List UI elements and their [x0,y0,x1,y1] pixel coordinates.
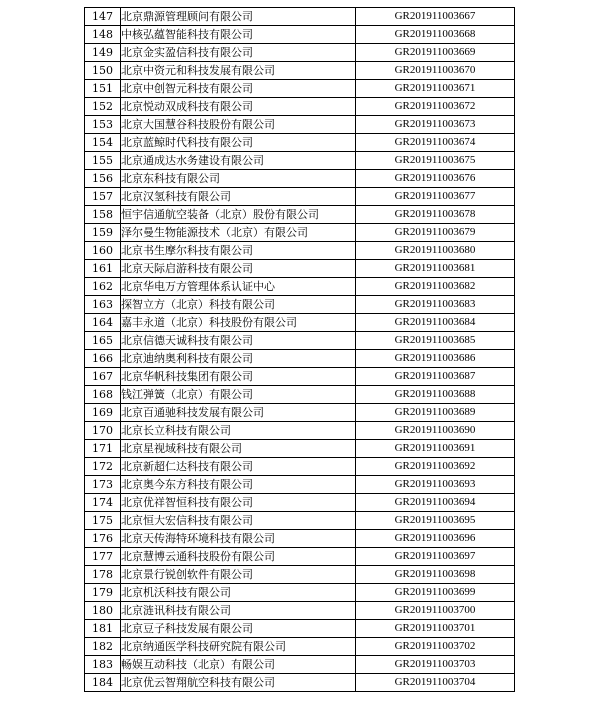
row-number-cell: 157 [85,188,121,206]
row-number-cell: 154 [85,134,121,152]
certificate-number-cell: GR201911003699 [356,584,515,602]
row-number-cell: 150 [85,62,121,80]
table-row [85,224,515,242]
table-row [85,116,515,134]
row-number-cell: 156 [85,170,121,188]
row-number-cell: 171 [85,440,121,458]
company-name-cell: 北京优祥智恒科技有限公司 [121,494,356,512]
row-number-cell: 148 [85,26,121,44]
certificate-number-cell: GR201911003701 [356,620,515,638]
row-number-cell: 177 [85,548,121,566]
certificate-number-cell: GR201911003675 [356,152,515,170]
table-row [85,638,515,656]
table-row [85,386,515,404]
certificate-number-cell: GR201911003673 [356,116,515,134]
row-number-cell: 166 [85,350,121,368]
company-name-cell: 北京机沃科技有限公司 [121,584,356,602]
company-name-cell: 北京豆子科技发展有限公司 [121,620,356,638]
row-number-cell: 174 [85,494,121,512]
company-name-cell: 北京天传海特环境科技有限公司 [121,530,356,548]
company-name-cell: 北京通成达水务建设有限公司 [121,152,356,170]
company-name-cell: 北京中创智元科技有限公司 [121,80,356,98]
company-name-cell: 北京慧博云通科技股份有限公司 [121,548,356,566]
company-name-cell: 嘉丰永道（北京）科技股份有限公司 [121,314,356,332]
company-name-cell: 北京鼎源管理顾问有限公司 [121,8,356,26]
certificate-number-cell: GR201911003678 [356,206,515,224]
company-name-cell: 北京信德天诚科技有限公司 [121,332,356,350]
row-number-cell: 161 [85,260,121,278]
company-name-cell: 北京星视域科技有限公司 [121,440,356,458]
table-row [85,134,515,152]
company-name-cell: 北京汉氢科技有限公司 [121,188,356,206]
company-name-cell: 北京恒大宏信科技有限公司 [121,512,356,530]
company-name-cell: 北京华帆科技集团有限公司 [121,368,356,386]
certificate-number-cell: GR201911003690 [356,422,515,440]
company-name-cell: 北京大国慧谷科技股份有限公司 [121,116,356,134]
company-name-cell: 北京书生摩尔科技有限公司 [121,242,356,260]
table-row [85,656,515,674]
table-row [85,332,515,350]
table-row [85,620,515,638]
certificate-number-cell: GR201911003686 [356,350,515,368]
row-number-cell: 160 [85,242,121,260]
row-number-cell: 158 [85,206,121,224]
table-row [85,314,515,332]
certificate-number-cell: GR201911003697 [356,548,515,566]
table-row [85,584,515,602]
certificate-number-cell: GR201911003691 [356,440,515,458]
table-row [85,98,515,116]
table-row [85,26,515,44]
certificate-number-cell: GR201911003679 [356,224,515,242]
company-name-cell: 北京新超仁达科技有限公司 [121,458,356,476]
certificate-number-cell: GR201911003687 [356,368,515,386]
table-row [85,350,515,368]
table-row [85,170,515,188]
row-number-cell: 165 [85,332,121,350]
table-body [85,8,515,692]
company-name-cell: 北京优云智翔航空科技有限公司 [121,674,356,692]
certificate-number-cell: GR201911003676 [356,170,515,188]
table-row [85,566,515,584]
company-name-cell: 北京悦动双成科技有限公司 [121,98,356,116]
certificate-number-cell: GR201911003672 [356,98,515,116]
certificate-number-cell: GR201911003685 [356,332,515,350]
row-number-cell: 169 [85,404,121,422]
certificate-number-cell: GR201911003698 [356,566,515,584]
table-row [85,8,515,26]
table-row [85,62,515,80]
row-number-cell: 155 [85,152,121,170]
row-number-cell: 175 [85,512,121,530]
row-number-cell: 183 [85,656,121,674]
table-row [85,152,515,170]
company-name-cell: 北京东科技有限公司 [121,170,356,188]
company-name-cell: 北京蓝鲸时代科技有限公司 [121,134,356,152]
certificate-number-cell: GR201911003700 [356,602,515,620]
table-row [85,44,515,62]
company-name-cell: 探智立方（北京）科技有限公司 [121,296,356,314]
table-row [85,242,515,260]
company-name-cell: 北京金实盈信科技有限公司 [121,44,356,62]
certificate-number-cell: GR201911003683 [356,296,515,314]
company-name-cell: 北京长立科技有限公司 [121,422,356,440]
row-number-cell: 180 [85,602,121,620]
certificate-number-cell: GR201911003670 [356,62,515,80]
table-row [85,296,515,314]
row-number-cell: 173 [85,476,121,494]
certificate-number-cell: GR201911003677 [356,188,515,206]
certificate-number-cell: GR201911003684 [356,314,515,332]
company-name-cell: 钱江弹簧（北京）有限公司 [121,386,356,404]
table-row [85,260,515,278]
company-name-cell: 泽尔曼生物能源技术（北京）有限公司 [121,224,356,242]
certificate-number-cell: GR201911003702 [356,638,515,656]
certificate-number-cell: GR201911003704 [356,674,515,692]
row-number-cell: 167 [85,368,121,386]
certificate-number-cell: GR201911003668 [356,26,515,44]
row-number-cell: 163 [85,296,121,314]
company-name-cell: 北京华电万方管理体系认证中心 [121,278,356,296]
row-number-cell: 147 [85,8,121,26]
company-name-cell: 恒宇信通航空装备（北京）股份有限公司 [121,206,356,224]
row-number-cell: 170 [85,422,121,440]
certificate-number-cell: GR201911003688 [356,386,515,404]
company-name-cell: 北京百通驰科技发展有限公司 [121,404,356,422]
table-row [85,368,515,386]
row-number-cell: 153 [85,116,121,134]
certificate-number-cell: GR201911003694 [356,494,515,512]
row-number-cell: 162 [85,278,121,296]
company-name-cell: 北京奥今东方科技有限公司 [121,476,356,494]
company-name-cell: 中核弘蕴智能科技有限公司 [121,26,356,44]
certificate-number-cell: GR201911003695 [356,512,515,530]
certificate-number-cell: GR201911003671 [356,80,515,98]
table-row [85,404,515,422]
company-name-cell: 北京迪纳奥利科技有限公司 [121,350,356,368]
row-number-cell: 152 [85,98,121,116]
certificate-number-cell: GR201911003692 [356,458,515,476]
row-number-cell: 168 [85,386,121,404]
row-number-cell: 164 [85,314,121,332]
table-row [85,512,515,530]
certificate-number-cell: GR201911003680 [356,242,515,260]
row-number-cell: 178 [85,566,121,584]
table-row [85,494,515,512]
company-name-cell: 北京中资元和科技发展有限公司 [121,62,356,80]
table-row [85,530,515,548]
row-number-cell: 179 [85,584,121,602]
company-name-cell: 北京涟讯科技有限公司 [121,602,356,620]
row-number-cell: 176 [85,530,121,548]
table-row [85,206,515,224]
document-page [84,7,514,692]
company-registry-table [84,7,515,692]
row-number-cell: 182 [85,638,121,656]
row-number-cell: 149 [85,44,121,62]
table-row [85,188,515,206]
table-row [85,440,515,458]
table-row [85,548,515,566]
row-number-cell: 184 [85,674,121,692]
company-name-cell: 畅娱互动科技（北京）有限公司 [121,656,356,674]
row-number-cell: 159 [85,224,121,242]
certificate-number-cell: GR201911003689 [356,404,515,422]
certificate-number-cell: GR201911003682 [356,278,515,296]
row-number-cell: 151 [85,80,121,98]
certificate-number-cell: GR201911003693 [356,476,515,494]
certificate-number-cell: GR201911003681 [356,260,515,278]
certificate-number-cell: GR201911003669 [356,44,515,62]
table-row [85,422,515,440]
table-row [85,278,515,296]
table-row [85,476,515,494]
table-row [85,602,515,620]
company-name-cell: 北京天际启游科技有限公司 [121,260,356,278]
company-name-cell: 北京纳通医学科技研究院有限公司 [121,638,356,656]
certificate-number-cell: GR201911003703 [356,656,515,674]
table-row [85,80,515,98]
table-row [85,458,515,476]
table-row [85,674,515,692]
row-number-cell: 172 [85,458,121,476]
row-number-cell: 181 [85,620,121,638]
certificate-number-cell: GR201911003667 [356,8,515,26]
certificate-number-cell: GR201911003674 [356,134,515,152]
company-name-cell: 北京景行锐创软件有限公司 [121,566,356,584]
certificate-number-cell: GR201911003696 [356,530,515,548]
